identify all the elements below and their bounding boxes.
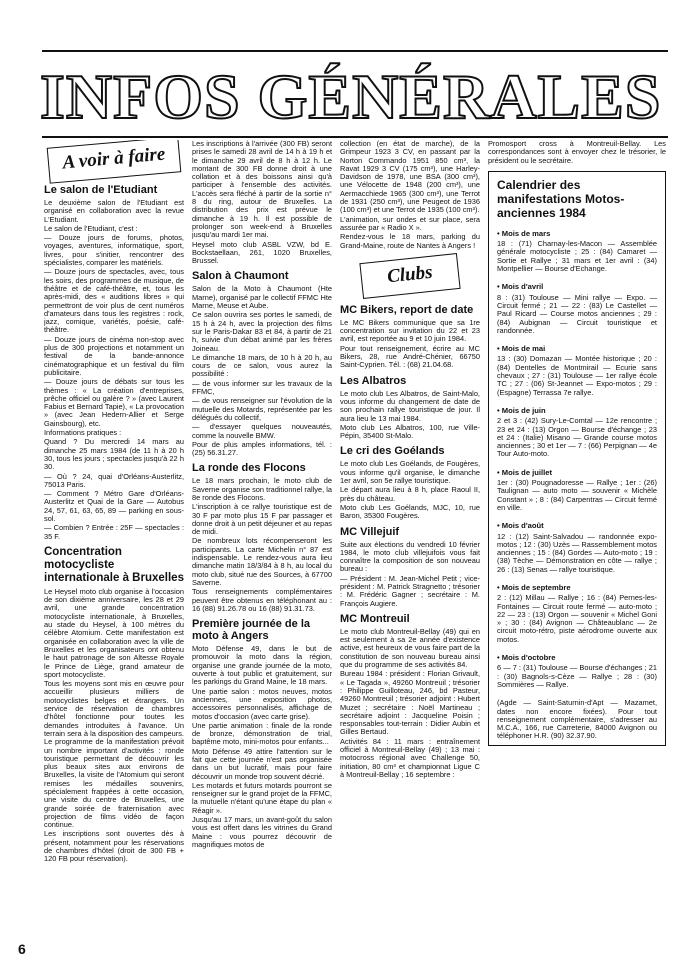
article-body-salon	[44, 199, 184, 541]
paragraph: collection (en état de marche), de la Grimpeur 1923 3 CV, en passant par la Norton Commando 1951 850 cm³, la Ravat 1929 3 CV (175 cm³), une Harley-Davidson de 1978, une BSA (300 cm³), une Vélocette de 1948 (200 cm³), une Aermacchiede 1965 (300 cm³), une Terrot de 1931 (250 cm³), une Peugeot de 1936 (100 cm³) et une Terrot de 1935 (100 cm³).	[340, 140, 480, 215]
paragraph: — de vous informer sur les travaux de la FFMC,	[192, 378, 332, 397]
calendar-month-heading: • Mois de septembre	[497, 582, 571, 592]
article-title-villejuif: MC Villejuif	[340, 525, 400, 538]
paragraph: Le deuxième salon de l'Etudiant est organisé en collaboration avec la revue L'Etudiant.	[44, 198, 184, 224]
bottom-rule	[42, 136, 668, 138]
masthead	[40, 62, 680, 132]
column-4	[488, 140, 666, 937]
paragraph: Suite aux élections du vendredi 10 février 1984, le moto club villejuifois vous fait connaître la composition de son nouveau bureau :	[340, 539, 480, 574]
paragraph: Le départ aura lieu à 8 h, place Raoul II, près du château.	[340, 485, 480, 503]
paragraph: — Où ? 24, quai d'Orléans-Austerlitz, 75013 Paris.	[44, 471, 184, 489]
calendar-month-events: 13 : (30) Domazan — Montée historique ; 20 : (84) Dentelles de Montmirail — Ecurie sans chevaux ; 27 : (31) Toulouse — 1er rallye école TC ; 27 : (06) St-Jeannet — Expo-motos ; 29 : (Espagne) Terrassa 7e rallye.	[497, 354, 657, 397]
calendar-month-heading: • Mois de juillet	[497, 467, 552, 477]
paragraph: Pour tout renseignement, écrire au MC Bikers, 28, rue André-Chénier, 66750 Saint-Cyprien. Tél. : (68) 21.04.68.	[340, 343, 480, 370]
article-body-concentration	[44, 588, 184, 864]
paragraph: — Président : M. Jean-Michel Petit ; vice-président : M. Patrick Stragnetto ; trésorier : M. Frédéric Gagner ; secrétaire : M. François Augiere.	[340, 573, 480, 608]
calendar-month-heading: • Mois d'août	[497, 521, 544, 531]
article-title-albatros: Les Albatros	[340, 374, 407, 387]
paragraph: Activités 84 : 11 mars : entraînement officiel à Montreuil-Bellay (49) ; 13 mai : motocross régional avec Challenge 50, initiation, 80 cm³ et championnat Ligue C à Montreuil-Bellay ; 16 septembre :	[340, 736, 480, 779]
article-body-flocons	[192, 477, 332, 613]
paragraph: Le MC Bikers communique que sa 1re concentration sur invitation du 22 et 23 avril, est reportée au 9 et 10 juin 1984.	[340, 317, 480, 344]
paragraph: Heysel moto club ASBL VZW, bd E. Bockstaellaan, 261, 1020 Bruxelles, Brussel.	[192, 239, 332, 266]
article-title-flocons: La ronde des Flocons	[192, 462, 306, 475]
paragraph: Moto club Les Goélands, MJC, 10, rue Baron, 35300 Fougères.	[340, 502, 480, 521]
calendar-month-heading: • Mois de mai	[497, 344, 546, 354]
paragraph: Le Heysel moto club organise à l'occasion de son dixième anniversaire, les 28 et 29 avril, une grande concentration motocycliste internationale, à Bruxelles, au stade du Heysel, à 100 mètres du célèbre Atomium. Cette manifestation est organisée en collaboration avec la ville de Bruxelles et les organisateurs ont obtenu le haut patronage de son Altesse Royale le Prince de Liège, grand amateur de sport motocycliste.	[44, 586, 184, 679]
article-title-chaumont: Salon à Chaumont	[192, 270, 289, 283]
paragraph: — Comment ? Métro Gare d'Orléans-Austerlitz et Quai de la Gare — Autobus 24, 57, 61, 63, 65, 89 — parking en sous-sol.	[44, 489, 184, 523]
paragraph: Jusqu'au 17 mars, un avant-goût du salon vous est offert dans les vitrines du Grand Maine : vous pourrez découvrir de magnifiques motos de	[192, 815, 332, 849]
article-title-goelands: Le cri des Goélands	[340, 445, 445, 458]
article-body-albatros	[340, 390, 480, 441]
paragraph: Bureau 1984 : président : Florian Grivault, « Le Tagada », 49260 Montreuil ; trésorier : Philippe Guilloteau, 246, bd Pasteur, 49260 Montreuil ; trésorier adjoint : Hubert Muzet ; secrétaire : Noël Martineau ; secrétaire adjoint : Jacqueline Poisin ; responsables tout-terrain : Didier Aubin et Gilles Bertaud.	[340, 669, 480, 737]
article-body-montreuil	[340, 628, 480, 779]
paragraph: Quand ? Du mercredi 14 mars au dimanche 25 mars 1984 (de 11 h à 20 h 30, tous les jours ; spectacles jusqu'à 22 h 30.	[44, 437, 184, 472]
article-body-angers-cont	[340, 140, 480, 250]
paragraph: Ce salon ouvrira ses portes le samedi, de 15 h à 24 h, avec la projection des films sur le Paris-Dakar 83 et 84, à partir de 21 h, suivie d'un débat animé par les frères Joineau.	[192, 310, 332, 353]
paragraph: Salon de la Moto à Chaumont (Hte Marne), organisé par le collectif FFMC Hte Marne, Meuse et Aube.	[192, 284, 332, 311]
calendar-month-events: 18 : (71) Charnay-les-Macon — Assemblée générale motocycliste ; 25 : (84) Camaret — Sortie et Rallye ; 31 mars et 1er avril : (34) Montpellier — Bourse d'Echange.	[497, 239, 657, 274]
article-title-angers: Première journée de la moto à Angers	[192, 618, 310, 643]
calendar-title: Calendrier des manifestations Motos-anciennes 1984	[497, 177, 625, 220]
paragraph: Moto Défense 49 attire l'attention sur le fait que cette journée n'est pas organisée dans un but lucratif, mais pour faire découvrir un monde trop souvent décrié.	[192, 746, 332, 781]
paragraph: Informations pratiques :	[44, 428, 122, 438]
article-body-montreuil-cont: Promosport cross à Montreuil-Bellay. Les correspondances sont à envoyer chez le trésorier, le président ou le secrétaire.	[488, 140, 666, 165]
paragraph: Les inscriptions à l'arrivée (300 FB) seront prises le samedi 28 avril de 14 h à 19 h et le dimanche 29 avril de 8 h à 12 h. Le montant de 300 FB donne droit à une collation et à des boissons ainsi qu'à participer à l'ensemble des activités. L'accès sera fléché à partir de la sortie n° 8 du ring, autour de Bruxelles. La distribution des prix est prévue le dimanche à 19 h. Il est possible de prolonger son week-end à Bruxelles jusqu'au mardi 1er mai.	[192, 140, 332, 240]
paragraph: — Douze jours de débats sur tous les thèmes : « La création d'entreprises, prêche officiel ou galère ? » (avec Laurent Fabius et Bernard Tapie), « La provocation » (avec Jean Hedern-Allier et Serge Gainsbourg), etc.	[44, 377, 184, 428]
column-3	[340, 140, 480, 937]
paragraph: Tous les moyens sont mis en œuvre pour accueillir plusieurs milliers de motocyclistes belges et étrangers. Un service de réservation de chambres d'hôtel fonctionne pour toutes les demandes introduites à l'avance. Un terrain sera à la disposition des campeurs. Le programme de la manifestation prévoit un nombre important d'activités : ronde touristique permettant de découvrir les plus beaux sites aux environs de Bruxelles, la visite de l'Atomium qui seront remises les médailles souvenirs, spécialement frappées à cette occasion, une visite du centre de Bruxelles, une grande soirée de fraternisation avec projection de films vidéo de façon continue.	[44, 679, 184, 830]
paragraph: — Combien ? Entrée : 25F — spectacles : 35 F.	[44, 523, 184, 541]
paragraph: L'inscription à ce rallye touristique est de 30 F par moto plus 15 F par passager et donne droit à un petit déjeuner et au repas de midi.	[192, 502, 332, 537]
article-body-angers	[192, 645, 332, 849]
banner-label: Clubs	[386, 261, 434, 288]
paragraph: Le 18 mars prochain, le moto club de Saverne organise son traditionnel rallye, la 8e ronde des Flocons.	[192, 476, 332, 502]
top-rule	[42, 50, 668, 52]
article-body-concentration-cont	[192, 140, 332, 265]
calendar-months	[497, 230, 657, 689]
paragraph: Rendez-vous le 18 mars, parking du Grand-Maine, route de Nantes à Angers !	[340, 232, 480, 250]
paragraph: L'animation, sur ondes et sur place, sera assurée par « Radio X ».	[340, 214, 480, 232]
article-body-villejuif	[340, 541, 480, 608]
calendar-box	[488, 171, 666, 746]
article-title-bikers: MC Bikers, report de date	[340, 303, 474, 316]
paragraph: — Douze jours de forums, photos, voyages, aventures, informatique, sport, livres, pour s'initier, rencontrer des spécialistes, comparer les matériels.	[44, 233, 184, 268]
paragraph: Le moto club Les Albatros, de Saint-Malo, vous informe du changement de date de son prochain rallye touristique de jour. Il aura lieu le 13 mai 1984.	[340, 388, 480, 423]
article-body-goelands	[340, 460, 480, 520]
paragraph: Les motards et futurs motards pourront se renseigner sur le grand projet de la FFMC, la mutuelle n'étant qu'une étape du plan « Réagir ».	[192, 780, 332, 815]
calendar-month-heading: • Mois d'octobre	[497, 653, 556, 663]
paragraph: Le moto club Les Goélands, de Fougères, vous informe qu'il organise, le dimanche 1er avril, son 5e rallye touristique.	[340, 459, 480, 486]
paragraph: — Douze jours de cinéma non-stop avec plus de 300 projections et notamment un festival de la bande-annonce cinématographique et un festival du film publicitaire.	[44, 334, 184, 377]
calendar-month-heading: • Mois de mars	[497, 228, 551, 238]
article-title-concentration: Concentration motocycliste internationale à Bruxelles	[44, 545, 184, 584]
section-banner-clubs	[359, 253, 460, 299]
paragraph: Une partie animation : finale de la ronde de bronze, démonstration de trial, baptême moto, mini-motos pour enfants...	[192, 720, 332, 747]
article-body-bikers	[340, 319, 480, 370]
section-banner-a-voir	[47, 140, 182, 184]
column-2	[192, 140, 332, 937]
article-title-salon: Le salon de l'Etudiant	[44, 184, 158, 196]
article-body-chaumont	[192, 285, 332, 457]
paragraph: — d'essayer quelques nouveautés, comme la nouvelle BMW.	[192, 422, 332, 440]
paragraph: Le dimanche 18 mars, de 10 h à 20 h, au cours de ce salon, vous aurez la possibilité :	[192, 352, 332, 379]
calendar-month-events: 12 : (12) Saint-Salvadou — randonnée expo-motos ; 12 : (30) Uzès — Rassemblement motos anciennes ; 15 : (84) Gordes — Auto-moto ; 19 : (38) Tèche — Démonstration en côte — rallye ; 26 : (13) Senas — rallye touristique.	[497, 531, 657, 574]
paragraph: Moto Défense 49, dans le but de promouvoir la moto dans la région, organise une grande journée de la moto, ouverte à tout public et gratuitement, sur les parkings du Grand Maine, le 18 mars.	[192, 644, 332, 687]
paragraph: Les inscriptions sont ouvertes dès à présent, notamment pour les réservations de chambres d'hôtel (droit de 300 FB + 120 FB pour réservation).	[44, 829, 184, 864]
paragraph: De nombreux lots récompenseront les participants. La carte Michelin n° 87 est indispensable. Le rendez-vous aura lieu dimanche matin 18/3/84 à 8 h, au local du moto club, situé rue des Sources, à 67700 Saverne.	[192, 536, 332, 587]
paragraph: — de vous renseigner sur l'évolution de la mutuelle des Motards, représentée par les délégués du collectif,	[192, 396, 332, 422]
paragraph: Tous renseignements complémentaires peuvent être obtenus en téléphonant au : 16 (88) 91.26.78 ou 16 (88) 91.31.73.	[192, 587, 332, 613]
calendar-month-heading: • Mois de juin	[497, 405, 546, 415]
calendar-month-events: 2 et 3 : (42) Sury-Le-Comtal — 12e rencontre ; 23 et 24 : (13) Orgon — Bourse d'échange ; 23 et 24 : (Italie) Misano — Grande course motos anciennes ; 30 et 1er — 7 : (66) Perpignan — 4e Tour Auto-moto.	[497, 416, 657, 459]
paragraph: Pour de plus amples informations, tél. : (25) 56.31.27.	[192, 439, 332, 458]
paragraph: Une partie salon : motos neuves, motos anciennes, une exposition photos, accessoires personnalisés, affichage de motos d'occasion (avec carte grise).	[192, 686, 332, 721]
paragraph: — Douze jours de spectacles, avec, tous les soirs, des programmes de musique, de théâtre et de café-théâtre, et, tous les après-midi, des « auditions libres » qui permettront de voir plus de cent numéros d'amateurs dans tous les registres : rock, jazz, comique, variétés, poésie, café-théâtre.	[44, 267, 184, 335]
calendar-month-heading: • Mois d'avril	[497, 282, 544, 292]
paragraph: Le salon de l'Etudiant, c'est :	[44, 223, 138, 233]
calendar-month-events: 1er : (30) Pougnadoresse — Rallye ; 1er : (26) Taulignan — auto moto — souvenir « Michèle Constant » ; 8 : (84) Carpentras — Circuit fermé en ville.	[497, 478, 657, 512]
column-1	[44, 140, 184, 937]
calendar-month-events: 2 : (12) Millau — Rallye ; 16 : (84) Pernes-les-Fontaines — Circuit route fermé — auto-moto ; 22 — 23 : (13) Orgon — souvenir « Michel Goni » ; 30 : (84) Avignon — Châteaublanc — 2e circuit moto-rétro, piste aérodrome ouverte aux motos.	[497, 593, 657, 644]
paragraph: Le moto club Montreuil-Bellay (49) qui en est seulement à sa 2e année d'existence active, est heureux de vous faire part de la constitution de son nouveau bureau ainsi que du programme de ses activités 84.	[340, 626, 480, 670]
banner-label: A voir à faire	[61, 143, 167, 174]
page-number: 6	[18, 941, 26, 957]
calendar-month-events: 6 — 7 : (31) Toulouse — Bourse d'échanges ; 21 : (30) Bagnols-s-Cèze — Rallye ; 28 : (30) Sommières — Rallye.	[497, 663, 657, 689]
article-title-montreuil: MC Montreuil	[340, 612, 410, 625]
calendar-outro: (Agde — Saint-Saturnin-d'Apt — Mazamet, dates non encore fixées). Pour tout renseignement complémentaire, s'adresser au M.C.A., 166, rue Carreterie, 84000 Avignon ou téléphoner H.R. (90) 32.37.90.	[497, 698, 657, 741]
calendar-month-events: 8 : (31) Toulouse — Mini rallye — Expo. — Circuit fermé ; 21 — 22 : (83) Le Castellet — Paul Ricard — Course motos anciennes ; 29 : (84) Aubignan — Circuit touristique et randonnée.	[497, 292, 657, 335]
paragraph: Moto club Les Albatros, 100, rue Ville-Pépin, 35400 St-Malo.	[340, 422, 480, 441]
masthead-title: INFOS GÉNÉRALES	[40, 61, 662, 132]
